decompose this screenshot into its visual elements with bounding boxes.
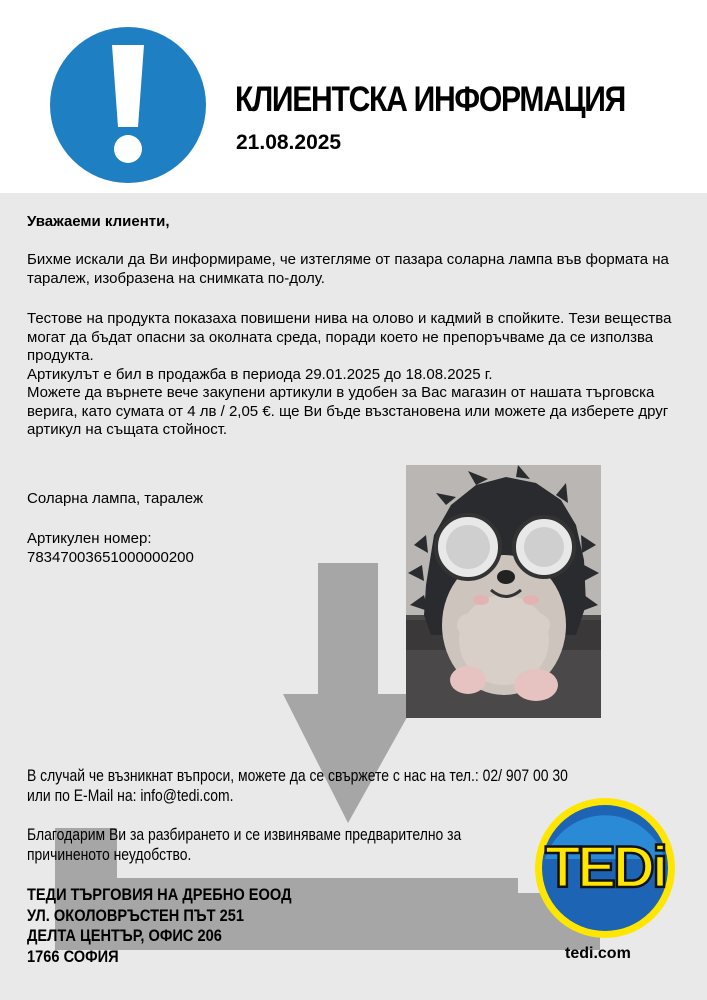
paragraph-return: Можете да върнете вече закупени артикули в удобен за Вас магазин от нашата търговска верига, като сумата от 4 лв / 2,05 €. ще Ви бъде възстановена или можете да изберете друг артикул на същата стойност. [27,384,669,438]
contact-info [27,766,568,806]
greeting: Уважаеми клиенти, [27,213,170,230]
thanks-line-1: Благодарим Ви за разбирането и се извиняваме предварително за [27,825,462,844]
page-date: 21.08.2025 [236,131,342,154]
company-address [27,885,291,967]
company-name: ТЕДИ ТЪРГОВИЯ НА ДРЕБНО ЕООД [27,885,292,904]
thanks-line-2: причиненото неудобство. [27,845,192,864]
paragraph-intro: Бихме искали да Ви информираме, че изтегляме от пазара соларна лампа във формата на таралеж, изобразена на снимката по-долу. [27,251,669,287]
article-number: 7834700365100000020​0 [27,549,194,566]
contact-email-line: или по E-Mail на: info@tedi.com. [27,786,234,805]
exclamation-icon [50,27,206,183]
company-office: ДЕЛТА ЦЕНТЪР, ОФИС 206 [27,926,222,945]
tedi-logo [525,797,685,939]
article-label: Артикулен номер: [27,530,152,547]
thanks-text [27,825,461,865]
company-city: 1766 СОФИЯ [27,946,119,966]
website-link[interactable]: tedi.com [565,945,631,962]
header [0,0,707,193]
product-name: Соларна лампа, таралеж [27,490,203,507]
paragraph-details [27,310,687,440]
company-street: УЛ. ОКОЛОВРЪСТЕН ПЪТ 251 [27,905,244,925]
page-title: КЛИЕНТСКА ИНФОРМАЦИЯ [235,80,625,119]
product-photo [406,465,601,718]
contact-phone-line: В случай че възникнат въпроси, можете да се свържете с нас на тел.: 02/ 907 00 30 [27,766,568,785]
content-area [0,193,707,1000]
paragraph-sale-period: Артикулът е бил в продажба в периода 29.01.2025 до 18.08.2025 г. [27,365,493,383]
paragraph-test-results: Тестове на продукта показаха повишени нива на олово и кадмий в спойките. Тези вещества могат да бъдат опасни за околната среда, поради което не препоръчваме да се използва продукта. [27,310,672,364]
logo-text: TEDi [544,835,666,900]
